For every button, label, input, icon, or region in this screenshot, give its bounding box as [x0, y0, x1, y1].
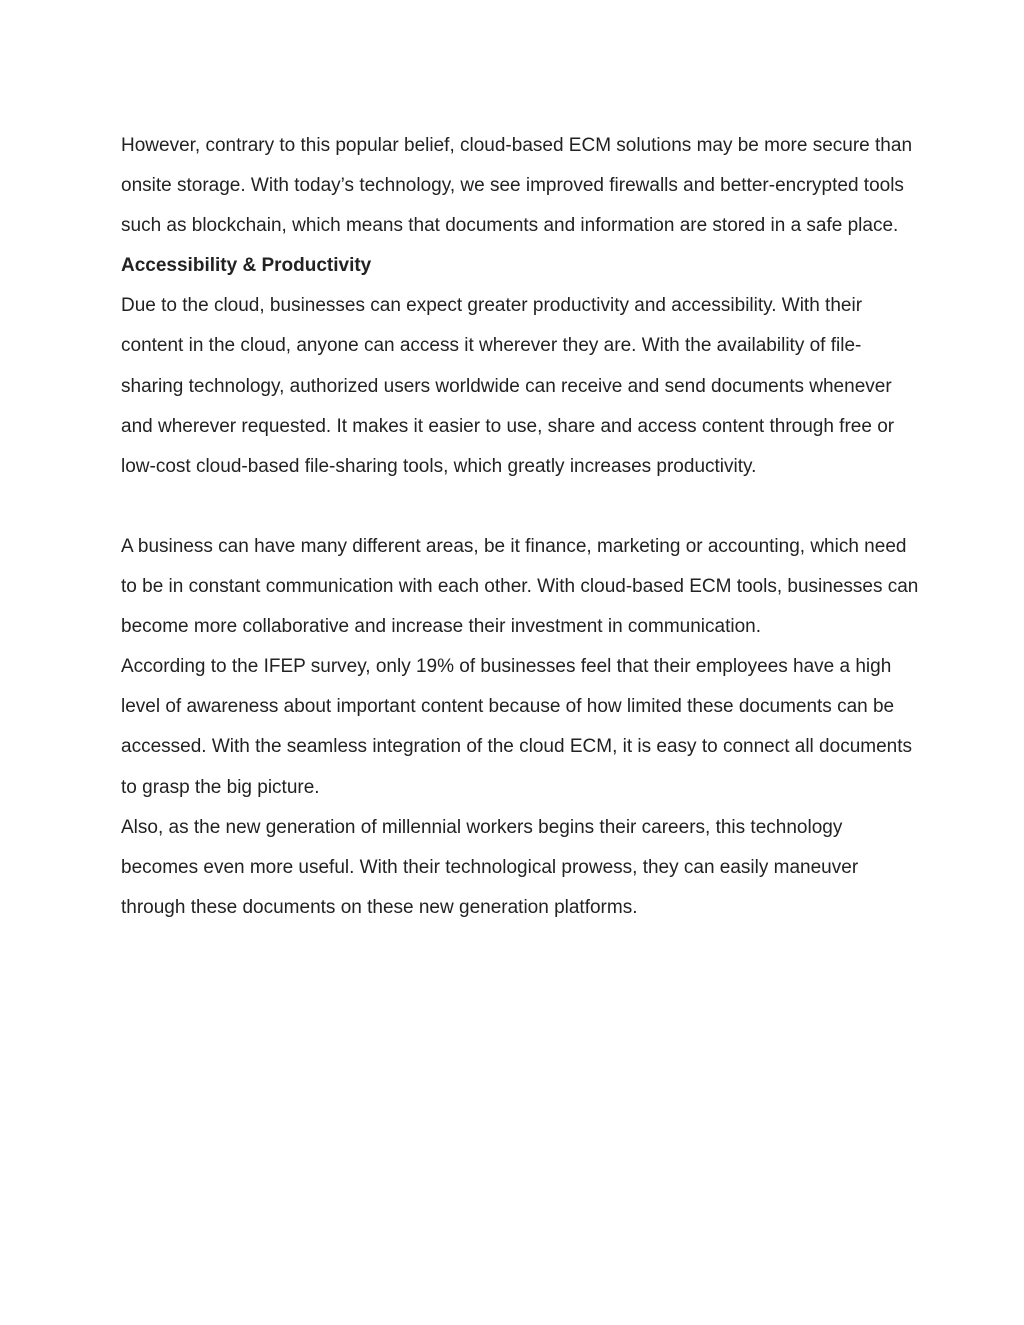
paragraph-security: However, contrary to this popular belief, cloud-based ECM solutions may be more secure than onsite storage. With today’s technology, we see improved firewalls and better-encrypted tools such as blockchain, which means that documents and information are stored in a safe place.	[121, 135, 913, 237]
paragraph-accessibility: Due to the cloud, businesses can expect greater productivity and accessibility. With their content in the cloud, anyone can access it wherever they are. With the availability of file-sharing technology, authorized users worldwide can receive and send documents whenever and wherever requested. It makes it easier to use, share and access content through free or low-cost cloud-based file-sharing tools, which greatly increases productivity.	[121, 295, 895, 477]
section-accessibility	[121, 246, 921, 487]
paragraph-collaboration: A business can have many different areas, be it finance, marketing or accounting, which need to be in constant communication with each other. With cloud-based ECM tools, businesses can become more collaborative and increase their investment in communication.	[121, 535, 919, 638]
paragraph-survey: According to the IFEP survey, only 19% of businesses feel that their employees have a high level of awareness about important content because of how limited these documents can be accessed. With the seamless integration of the cloud ECM, it is easy to connect all documents to grasp the big picture.	[121, 656, 912, 798]
document-page	[121, 126, 921, 928]
section-heading: Accessibility & Productivity	[121, 255, 372, 277]
paragraph-millennials: Also, as the new generation of millennial workers begins their careers, this technology becomes even more useful. With their technological prowess, they can easily maneuver through these documents on these new generation platforms.	[121, 816, 859, 918]
